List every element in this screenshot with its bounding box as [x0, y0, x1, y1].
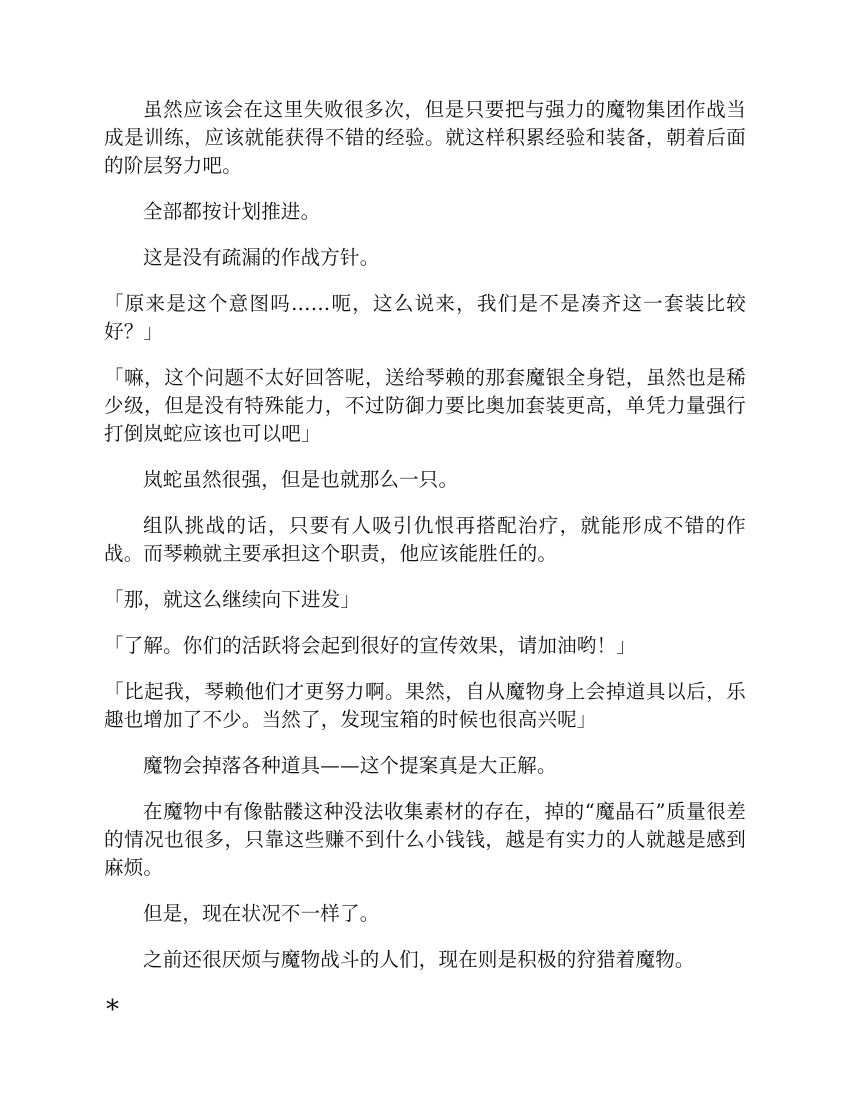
paragraph: 但是，现在状况不一样了。	[143, 902, 380, 925]
dialogue-line: 「比起我，琴赖他们才更努力啊。果然，自从魔物身上会掉道具以后，乐趣也增加了不少。当然了，发现宝箱的时候也很高兴呢」	[104, 680, 746, 731]
paragraph: 在魔物中有像骷髅这种没法收集素材的存在，掉的“魔晶石”质量很差的情况也很多，只靠这些赚不到什么小钱钱，越是有实力的人就越是感到麻烦。	[104, 800, 746, 879]
paragraph: 岚蛇虽然很强，但是也就那么一只。	[143, 468, 459, 491]
dialogue-line: 「原来是这个意图吗……呃，这么说来，我们是不是凑齐这一套装比较好？」	[104, 292, 746, 343]
paragraph: 魔物会掉落各种道具——这个提案真是大正解。	[143, 754, 557, 777]
dialogue-line: 「嘛，这个问题不太好回答呢，送给琴赖的那套魔银全身铠，虽然也是稀少级，但是没有特殊能力，不过防御力要比奥加套装更高，单凭力量强行打倒岚蛇应该也可以吧」	[104, 366, 746, 445]
dialogue-line: 「了解。你们的活跃将会起到很好的宣传效果，请加油哟！」	[104, 634, 636, 657]
dialogue-line: 「那，就这么继续向下进发」	[104, 588, 361, 611]
section-separator: *	[106, 995, 119, 1025]
paragraph: 这是没有疏漏的作战方针。	[143, 246, 380, 269]
paragraph: 组队挑战的话，只要有人吸引仇恨再搭配治疗，就能形成不错的作战。而琴赖就主要承担这个职责，他应该能胜任的。	[104, 514, 746, 565]
paragraph: 之前还很厌烦与魔物战斗的人们，现在则是积极的狩猎着魔物。	[143, 948, 695, 971]
paragraph: 虽然应该会在这里失败很多次，但是只要把与强力的魔物集团作战当成是训练，应该就能获得不错的经验。就这样积累经验和装备，朝着后面的阶层努力吧。	[104, 98, 746, 177]
paragraph: 全部都按计划推进。	[143, 200, 321, 223]
